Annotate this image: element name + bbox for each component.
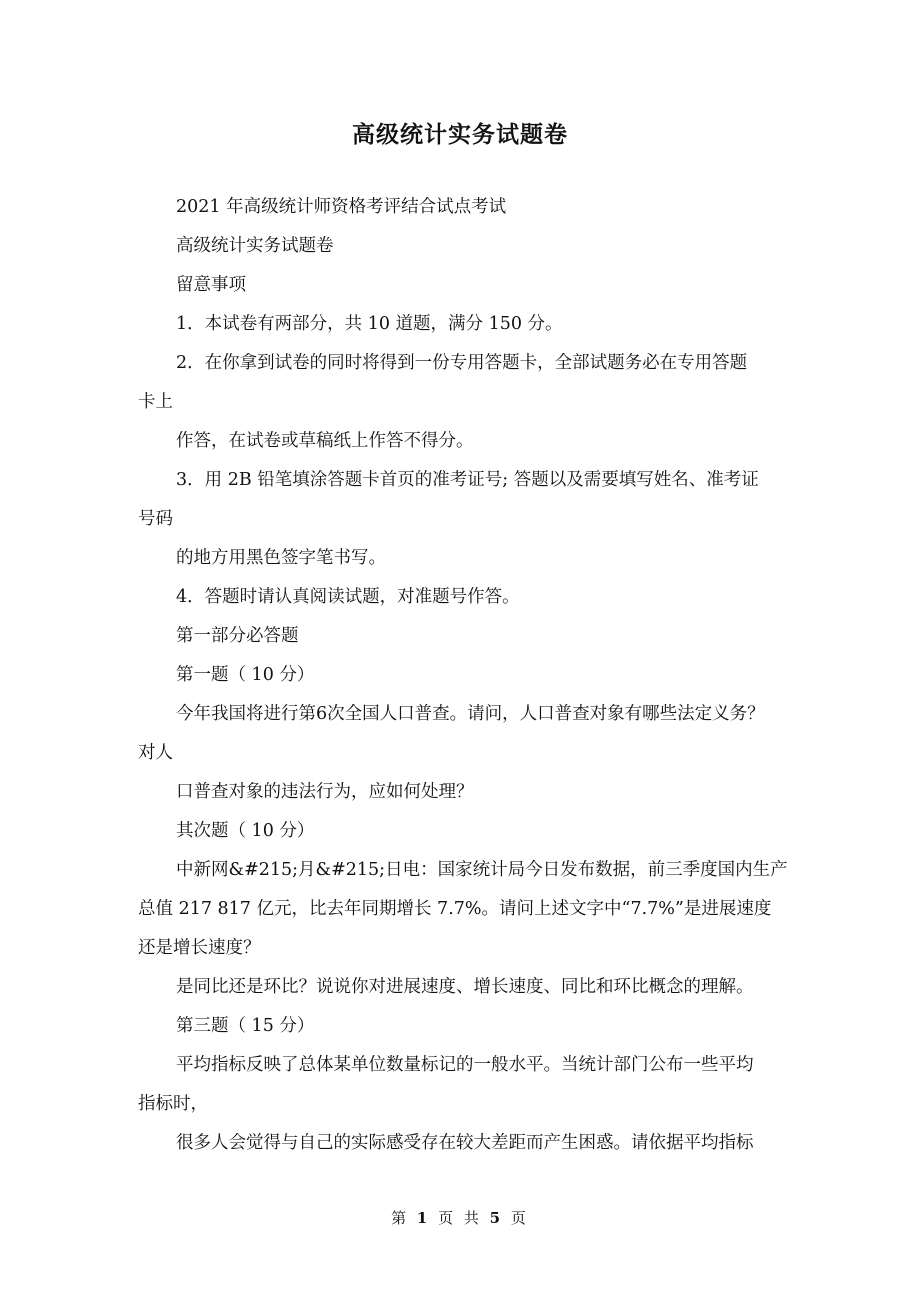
body-line: 中新网&#215;月&#215;日电：国家统计局今日发布数据，前三季度国内生产: [176, 860, 788, 880]
body-line: 还是增长速度？: [138, 938, 261, 958]
document-title: 高级统计实务试题卷: [352, 122, 568, 148]
body-line: 的地方用黑色签字笔书写。: [176, 548, 386, 568]
body-line: 对人: [138, 743, 173, 763]
page-footer: [0, 1207, 920, 1228]
body-line: 号码: [138, 509, 173, 529]
body-line: 指标时，: [138, 1094, 208, 1114]
footer-prefix: 第: [391, 1209, 410, 1227]
body-line: 平均指标反映了总体某单位数量标记的一般水平。当统计部门公布一些平均: [176, 1055, 754, 1075]
body-line: 是同比还是环比？说说你对进展速度、增长速度、同比和环比概念的理解。: [176, 977, 754, 997]
body-line: 4．答题时请认真阅读试题，对准题号作答。: [176, 587, 520, 607]
body-line: 作答，在试卷或草稿纸上作答不得分。: [176, 431, 474, 451]
footer-suffix: 页: [510, 1209, 529, 1227]
body-line: 2021 年高级统计师资格考评结合试点考试: [176, 197, 507, 217]
body-line: 2．在你拿到试卷的同时将得到一份专用答题卡，全部试题务必在专用答题: [176, 353, 748, 373]
body-line: 第一题（ 10 分）: [176, 665, 315, 685]
body-line: 留意事项: [176, 275, 246, 295]
body-line: 总值 217 817 亿元，比去年同期增长 7.7%。请问上述文字中“7.7%”是进展速度: [138, 899, 772, 919]
body-line: 高级统计实务试题卷: [176, 236, 334, 256]
page-total: 5: [489, 1209, 504, 1227]
page-number: 1: [416, 1209, 431, 1227]
body-line: 其次题（ 10 分）: [176, 821, 315, 841]
body-line: 很多人会觉得与自己的实际感受存在较大差距而产生困惑。请依据平均指标: [176, 1133, 754, 1153]
body-line: 卡上: [138, 392, 173, 412]
body-line: 3．用 2B 铅笔填涂答题卡首页的准考证号; 答题以及需要填写姓名、准考证: [176, 470, 759, 490]
body-line: 1．本试卷有两部分，共 10 道题，满分 150 分。: [176, 314, 563, 334]
body-line: 今年我国将进行第6次全国人口普查。请问，人口普查对象有哪些法定义务？: [176, 704, 765, 724]
body-line: 口普查对象的违法行为，应如何处理？: [176, 782, 474, 802]
footer-middle: 页 共: [438, 1209, 482, 1227]
body-line: 第三题（ 15 分）: [176, 1016, 315, 1036]
body-line: 第一部分必答题: [176, 626, 299, 646]
